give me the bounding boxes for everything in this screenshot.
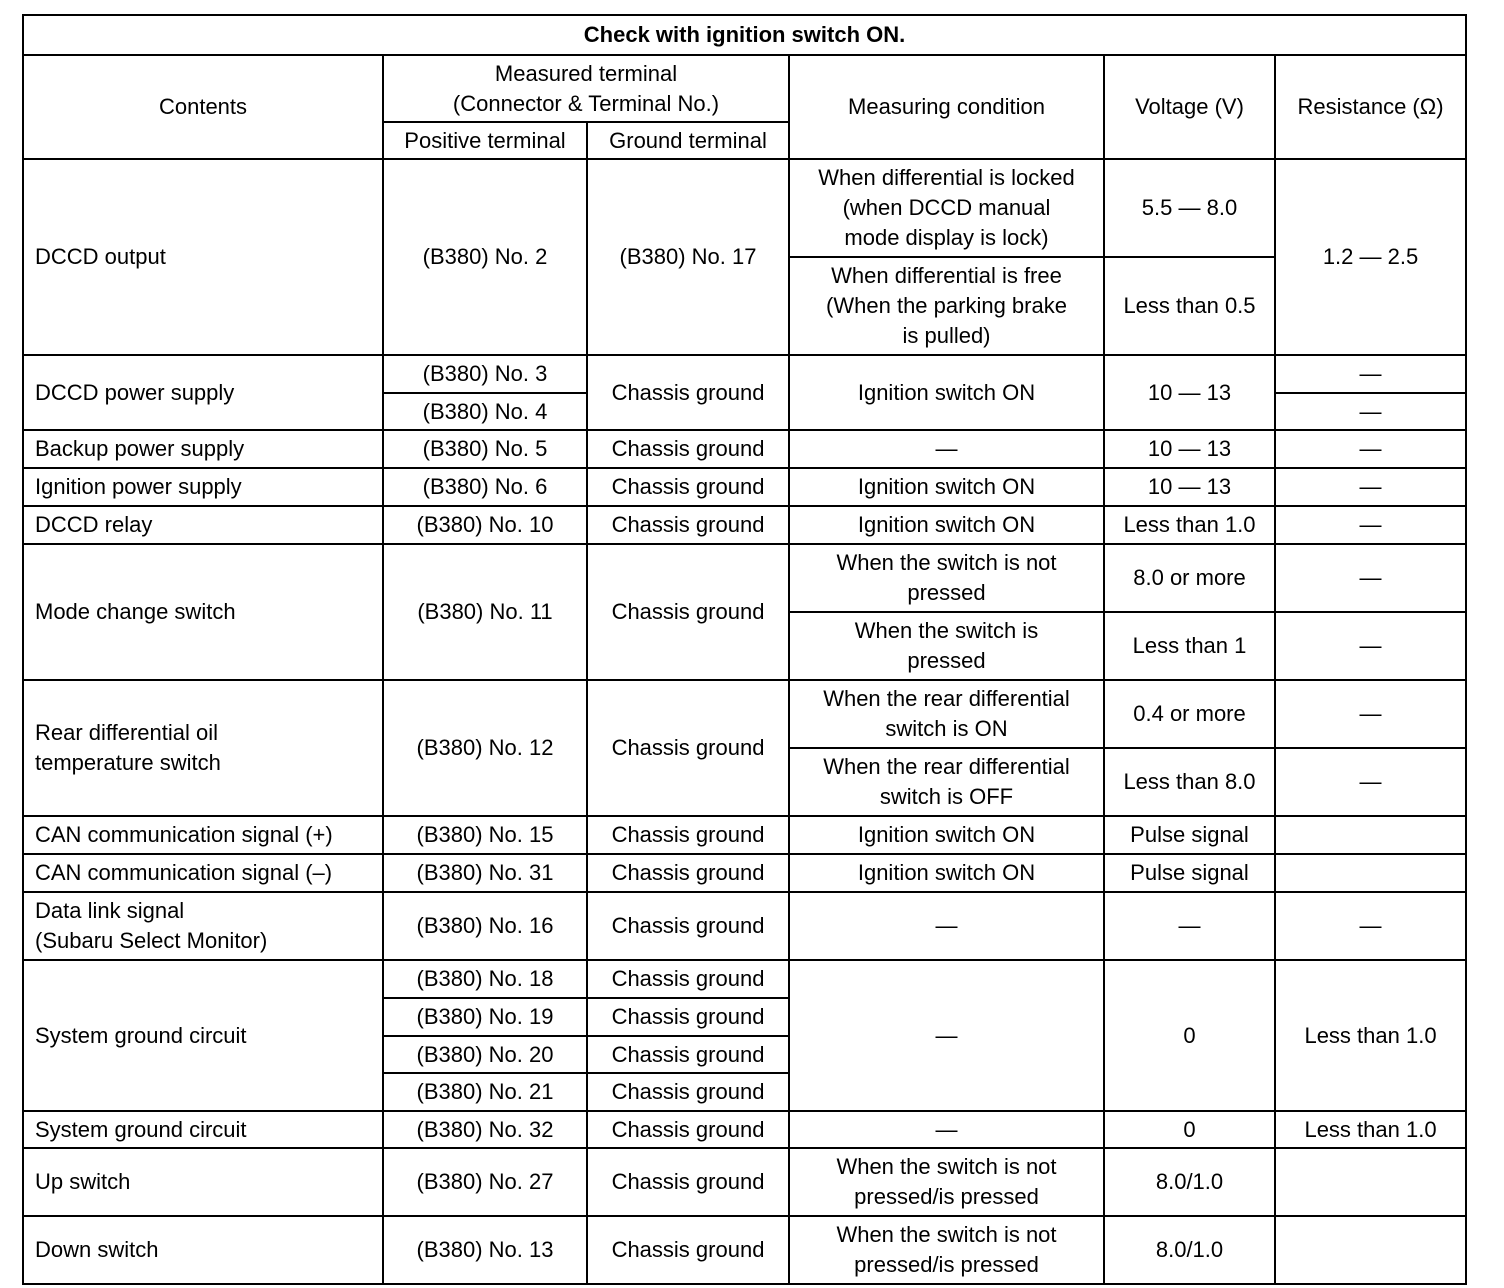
cell-condition: When the switch is pressed	[789, 612, 1104, 680]
cell-condition: When the rear differential switch is ON	[789, 680, 1104, 748]
cell-resistance	[1275, 1148, 1466, 1216]
table-row	[23, 159, 1466, 257]
table-row	[23, 680, 1466, 748]
cell-condition: —	[789, 1111, 1104, 1148]
cell-positive-terminal: (B380) No. 12	[383, 680, 587, 816]
cell-resistance: —	[1275, 544, 1466, 612]
cell-contents: DCCD output	[23, 159, 383, 355]
cell-voltage: Less than 8.0	[1104, 748, 1275, 816]
cell-positive-terminal: (B380) No. 2	[383, 159, 587, 355]
cell-positive-terminal: (B380) No. 6	[383, 468, 587, 506]
table-row	[23, 960, 1466, 998]
header-contents: Contents	[23, 55, 383, 159]
cell-resistance: Less than 1.0	[1275, 1111, 1466, 1148]
table-row	[23, 355, 1466, 393]
cell-condition: When the switch is not pressed/is pressed	[789, 1148, 1104, 1216]
cell-positive-terminal: (B380) No. 11	[383, 544, 587, 680]
cell-ground-terminal: Chassis ground	[587, 355, 789, 430]
cell-contents: Down switch	[23, 1216, 383, 1284]
cell-voltage: 8.0/1.0	[1104, 1148, 1275, 1216]
cell-positive-terminal: (B380) No. 13	[383, 1216, 587, 1284]
cell-condition: When differential is free (When the parking brake is pulled)	[789, 257, 1104, 355]
cell-condition: When differential is locked (when DCCD manual mode display is lock)	[789, 159, 1104, 257]
cell-positive-terminal: (B380) No. 5	[383, 430, 587, 468]
cell-resistance	[1275, 816, 1466, 854]
table-row	[23, 1111, 1466, 1148]
cell-positive-terminal: (B380) No. 20	[383, 1036, 587, 1073]
cell-condition: Ignition switch ON	[789, 468, 1104, 506]
header-ground-terminal: Ground terminal	[587, 122, 789, 159]
cell-condition: —	[789, 960, 1104, 1111]
cell-ground-terminal: Chassis ground	[587, 854, 789, 892]
cell-contents: Mode change switch	[23, 544, 383, 680]
cell-ground-terminal: Chassis ground	[587, 1111, 789, 1148]
cell-voltage: Less than 0.5	[1104, 257, 1275, 355]
cell-ground-terminal: Chassis ground	[587, 1036, 789, 1073]
cell-resistance: —	[1275, 506, 1466, 544]
cell-contents: DCCD power supply	[23, 355, 383, 430]
cell-ground-terminal: Chassis ground	[587, 998, 789, 1036]
cell-ground-terminal: Chassis ground	[587, 816, 789, 854]
cell-positive-terminal: (B380) No. 10	[383, 506, 587, 544]
cell-contents: DCCD relay	[23, 506, 383, 544]
cell-voltage: 10 — 13	[1104, 355, 1275, 430]
cell-resistance: —	[1275, 468, 1466, 506]
cell-ground-terminal: Chassis ground	[587, 680, 789, 816]
table-row	[23, 544, 1466, 612]
cell-voltage: —	[1104, 892, 1275, 960]
table-row	[23, 430, 1466, 468]
table-row	[23, 1148, 1466, 1216]
ignition-check-table	[22, 14, 1467, 1285]
cell-resistance: —	[1275, 680, 1466, 748]
cell-voltage: 10 — 13	[1104, 430, 1275, 468]
cell-contents: Rear differential oil temperature switch	[23, 680, 383, 816]
cell-resistance: —	[1275, 393, 1466, 430]
cell-resistance: —	[1275, 892, 1466, 960]
table-row	[23, 1216, 1466, 1284]
table-title: Check with ignition switch ON.	[23, 15, 1466, 55]
cell-voltage: Less than 1.0	[1104, 506, 1275, 544]
cell-resistance: —	[1275, 355, 1466, 393]
cell-condition: Ignition switch ON	[789, 355, 1104, 430]
cell-voltage: 0.4 or more	[1104, 680, 1275, 748]
cell-ground-terminal: (B380) No. 17	[587, 159, 789, 355]
cell-positive-terminal: (B380) No. 32	[383, 1111, 587, 1148]
cell-contents: System ground circuit	[23, 1111, 383, 1148]
cell-positive-terminal: (B380) No. 16	[383, 892, 587, 960]
table-row	[23, 816, 1466, 854]
cell-resistance: 1.2 — 2.5	[1275, 159, 1466, 355]
cell-ground-terminal: Chassis ground	[587, 468, 789, 506]
cell-ground-terminal: Chassis ground	[587, 1148, 789, 1216]
cell-ground-terminal: Chassis ground	[587, 1073, 789, 1111]
cell-condition: —	[789, 892, 1104, 960]
cell-contents: Data link signal (Subaru Select Monitor)	[23, 892, 383, 960]
cell-voltage: 0	[1104, 1111, 1275, 1148]
cell-condition: Ignition switch ON	[789, 506, 1104, 544]
cell-ground-terminal: Chassis ground	[587, 544, 789, 680]
cell-voltage: Less than 1	[1104, 612, 1275, 680]
header-resistance: Resistance (Ω)	[1275, 55, 1466, 159]
cell-ground-terminal: Chassis ground	[587, 960, 789, 998]
cell-condition: Ignition switch ON	[789, 854, 1104, 892]
cell-voltage: Pulse signal	[1104, 854, 1275, 892]
cell-voltage: 8.0 or more	[1104, 544, 1275, 612]
cell-positive-terminal: (B380) No. 27	[383, 1148, 587, 1216]
cell-positive-terminal: (B380) No. 15	[383, 816, 587, 854]
cell-positive-terminal: (B380) No. 4	[383, 393, 587, 430]
header-voltage: Voltage (V)	[1104, 55, 1275, 159]
cell-positive-terminal: (B380) No. 3	[383, 355, 587, 393]
header-positive-terminal: Positive terminal	[383, 122, 587, 159]
cell-voltage: 10 — 13	[1104, 468, 1275, 506]
cell-condition: When the switch is not pressed/is pressed	[789, 1216, 1104, 1284]
cell-positive-terminal: (B380) No. 19	[383, 998, 587, 1036]
cell-contents: CAN communication signal (–)	[23, 854, 383, 892]
cell-voltage: 5.5 — 8.0	[1104, 159, 1275, 257]
cell-resistance: —	[1275, 612, 1466, 680]
cell-ground-terminal: Chassis ground	[587, 430, 789, 468]
cell-condition: When the rear differential switch is OFF	[789, 748, 1104, 816]
cell-voltage: Pulse signal	[1104, 816, 1275, 854]
cell-ground-terminal: Chassis ground	[587, 506, 789, 544]
cell-positive-terminal: (B380) No. 21	[383, 1073, 587, 1111]
cell-contents: Backup power supply	[23, 430, 383, 468]
cell-condition: When the switch is not pressed	[789, 544, 1104, 612]
cell-resistance	[1275, 854, 1466, 892]
cell-condition: Ignition switch ON	[789, 816, 1104, 854]
cell-resistance: —	[1275, 430, 1466, 468]
cell-resistance	[1275, 1216, 1466, 1284]
header-measuring-condition: Measuring condition	[789, 55, 1104, 159]
cell-voltage: 8.0/1.0	[1104, 1216, 1275, 1284]
cell-contents: System ground circuit	[23, 960, 383, 1111]
cell-resistance: —	[1275, 748, 1466, 816]
cell-positive-terminal: (B380) No. 18	[383, 960, 587, 998]
cell-voltage: 0	[1104, 960, 1275, 1111]
table-row	[23, 506, 1466, 544]
cell-ground-terminal: Chassis ground	[587, 1216, 789, 1284]
header-measured-terminal: Measured terminal (Connector & Terminal No.)	[383, 55, 789, 122]
header-row	[23, 55, 1466, 122]
cell-contents: CAN communication signal (+)	[23, 816, 383, 854]
cell-ground-terminal: Chassis ground	[587, 892, 789, 960]
table-row	[23, 468, 1466, 506]
cell-contents: Ignition power supply	[23, 468, 383, 506]
title-row	[23, 15, 1466, 55]
cell-contents: Up switch	[23, 1148, 383, 1216]
cell-condition: —	[789, 430, 1104, 468]
cell-positive-terminal: (B380) No. 31	[383, 854, 587, 892]
cell-resistance: Less than 1.0	[1275, 960, 1466, 1111]
table-row	[23, 854, 1466, 892]
table-row	[23, 892, 1466, 960]
